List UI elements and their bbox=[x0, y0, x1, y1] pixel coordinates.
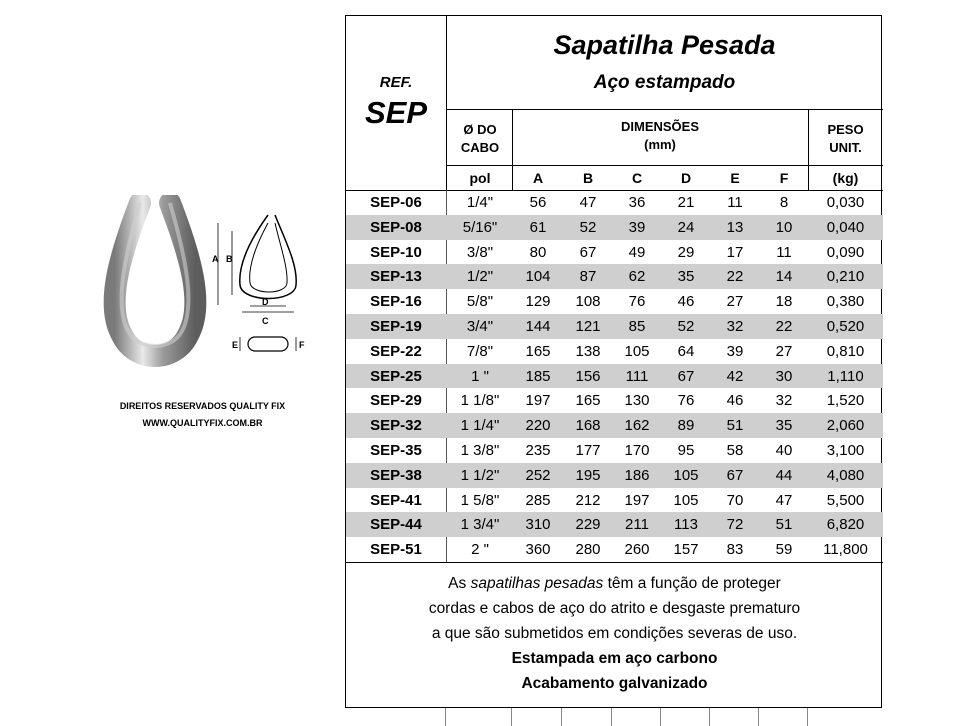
cell-b: 195 bbox=[575, 466, 601, 484]
cell-a: 104 bbox=[525, 268, 551, 286]
unit-b: B bbox=[582, 170, 594, 186]
cell-b: 47 bbox=[579, 194, 597, 211]
desc-line-2: cordas e cabos de aço do atrito e desgaste prematuro bbox=[428, 600, 801, 617]
header-dimensions bbox=[512, 118, 808, 154]
website-text: WWW.QUALITYFIX.COM.BR bbox=[142, 418, 263, 428]
header-dim-line1: DIMENSÕES bbox=[620, 119, 699, 134]
table-row bbox=[346, 314, 883, 339]
cell-f: 14 bbox=[775, 268, 793, 286]
table-row bbox=[346, 488, 883, 513]
table-row bbox=[346, 537, 883, 562]
cell-e: 39 bbox=[726, 342, 744, 360]
cell-kg: 5,500 bbox=[826, 491, 865, 509]
cell-ref: SEP-29 bbox=[370, 392, 422, 410]
cell-ref: SEP-19 bbox=[370, 317, 422, 335]
cell-b: 121 bbox=[575, 317, 601, 335]
desc-line-3: a que são submetidos em condições severas de uso. bbox=[431, 625, 798, 642]
cell-kg: 1,520 bbox=[826, 392, 865, 410]
cell-a: 252 bbox=[525, 466, 551, 484]
cell-c: 39 bbox=[628, 218, 646, 236]
cell-pol: 1/2" bbox=[466, 268, 494, 286]
cell-e: 22 bbox=[726, 268, 744, 286]
cell-pol: 3/8" bbox=[466, 243, 494, 261]
cell-d: 157 bbox=[673, 541, 699, 559]
cell-f: 40 bbox=[775, 441, 793, 459]
cell-kg: 11,800 bbox=[823, 541, 868, 559]
cell-d: 95 bbox=[677, 441, 695, 459]
table-row bbox=[346, 438, 883, 463]
cell-d: 67 bbox=[677, 367, 695, 385]
cell-pol: 5/8" bbox=[466, 293, 494, 311]
cell-b: 229 bbox=[575, 516, 601, 534]
table-row bbox=[346, 364, 883, 389]
cell-ref: SEP-10 bbox=[370, 243, 422, 261]
cell-kg: 0,520 bbox=[826, 317, 865, 335]
cell-c: 105 bbox=[624, 342, 650, 360]
cell-e: 51 bbox=[726, 417, 744, 435]
cell-ref: SEP-35 bbox=[370, 441, 422, 459]
diagram-label-a: A bbox=[212, 254, 219, 264]
header-peso-line2: UNIT. bbox=[829, 140, 862, 155]
cell-ref: SEP-06 bbox=[370, 194, 422, 211]
table-row bbox=[346, 289, 883, 314]
cell-b: 165 bbox=[575, 392, 601, 410]
cell-c: 197 bbox=[624, 491, 650, 509]
cell-d: 29 bbox=[677, 243, 695, 261]
material-line: Estampada em aço carbono bbox=[511, 650, 718, 667]
cell-b: 52 bbox=[579, 218, 597, 236]
cell-f: 30 bbox=[775, 367, 793, 385]
table-row bbox=[346, 512, 883, 537]
table-row bbox=[346, 388, 883, 413]
ref-code: SEP bbox=[364, 95, 428, 130]
desc-line-1-em: sapatilhas pesadas bbox=[470, 575, 604, 592]
units-row bbox=[346, 166, 883, 190]
cell-c: 260 bbox=[624, 541, 650, 559]
cell-a: 165 bbox=[525, 342, 551, 360]
cell-a: 61 bbox=[529, 218, 547, 236]
cell-a: 80 bbox=[529, 243, 547, 261]
unit-e: E bbox=[730, 170, 740, 186]
unit-c: C bbox=[631, 170, 643, 186]
cell-d: 24 bbox=[677, 218, 695, 236]
header-dim-line2: (mm) bbox=[644, 137, 676, 152]
cell-d: 105 bbox=[673, 466, 699, 484]
cell-ref: SEP-38 bbox=[370, 466, 422, 484]
cell-e: 72 bbox=[726, 516, 744, 534]
cell-pol: 1 1/2" bbox=[460, 466, 500, 484]
ref-label: REF. bbox=[379, 74, 413, 91]
cell-pol: 1 " bbox=[471, 367, 489, 385]
cell-e: 27 bbox=[726, 293, 744, 311]
cell-e: 67 bbox=[726, 466, 744, 484]
cell-f: 18 bbox=[775, 293, 793, 311]
cell-c: 211 bbox=[625, 516, 649, 534]
table-row bbox=[346, 413, 883, 438]
cell-pol: 7/8" bbox=[466, 342, 494, 360]
cell-kg: 0,210 bbox=[826, 268, 865, 286]
cell-ref: SEP-25 bbox=[370, 367, 422, 385]
cell-ref: SEP-32 bbox=[370, 417, 422, 435]
cell-f: 35 bbox=[775, 417, 793, 435]
cell-b: 212 bbox=[575, 491, 601, 509]
cell-kg: 0,030 bbox=[826, 194, 865, 211]
cell-c: 36 bbox=[628, 194, 646, 211]
cell-kg: 0,380 bbox=[826, 293, 865, 311]
cell-c: 49 bbox=[628, 243, 646, 261]
table-row bbox=[346, 339, 883, 364]
cell-kg: 3,100 bbox=[826, 441, 865, 459]
cell-f: 8 bbox=[779, 194, 789, 211]
cell-d: 89 bbox=[677, 417, 695, 435]
cell-a: 56 bbox=[529, 194, 547, 211]
cell-e: 83 bbox=[726, 541, 744, 559]
cell-pol: 1 5/8" bbox=[460, 491, 500, 509]
table-row bbox=[346, 264, 883, 289]
page-title: Sapatilha Pesada bbox=[553, 30, 776, 60]
header-cable-line2: CABO bbox=[460, 140, 500, 155]
cell-e: 32 bbox=[726, 317, 744, 335]
desc-line-1-pre: As bbox=[448, 575, 471, 592]
diagram-label-e: E bbox=[232, 340, 239, 350]
cell-kg: 4,080 bbox=[826, 466, 865, 484]
table-row bbox=[346, 190, 883, 215]
header-unit-weight bbox=[808, 121, 883, 157]
cell-e: 13 bbox=[726, 218, 744, 236]
cell-kg: 0,090 bbox=[826, 243, 865, 261]
cell-pol: 1 1/8" bbox=[460, 392, 500, 410]
cell-b: 280 bbox=[575, 541, 601, 559]
desc-line-1-post: têm a função de proteger bbox=[603, 575, 781, 592]
cell-d: 76 bbox=[677, 392, 695, 410]
cell-pol: 1 3/8" bbox=[460, 441, 500, 459]
diagram-label-f: F bbox=[299, 340, 305, 350]
table-row bbox=[346, 463, 883, 488]
header-cable-diameter bbox=[448, 121, 512, 157]
cell-d: 64 bbox=[677, 342, 695, 360]
cell-e: 70 bbox=[726, 491, 744, 509]
cell-kg: 0,810 bbox=[826, 342, 865, 360]
table-row bbox=[346, 240, 883, 265]
cell-d: 52 bbox=[677, 317, 695, 335]
cell-c: 85 bbox=[628, 317, 646, 335]
cell-ref: SEP-44 bbox=[370, 516, 422, 534]
cell-e: 17 bbox=[726, 243, 744, 261]
cell-f: 10 bbox=[775, 218, 793, 236]
cell-d: 35 bbox=[677, 268, 695, 286]
cell-kg: 2,060 bbox=[826, 417, 865, 435]
credits bbox=[100, 398, 305, 432]
cell-c: 76 bbox=[628, 293, 646, 311]
cell-pol: 1 3/4" bbox=[460, 516, 500, 534]
cell-f: 11 bbox=[776, 243, 792, 261]
cell-b: 156 bbox=[575, 367, 601, 385]
cell-c: 162 bbox=[624, 417, 650, 435]
cell-e: 46 bbox=[726, 392, 744, 410]
unit-pol: pol bbox=[469, 170, 491, 186]
cell-a: 310 bbox=[525, 516, 551, 534]
spec-table-body bbox=[346, 190, 883, 562]
cell-pol: 2 " bbox=[471, 541, 489, 559]
cell-b: 177 bbox=[575, 441, 601, 459]
desc-line-1 bbox=[346, 571, 883, 596]
cell-b: 138 bbox=[575, 342, 601, 360]
spec-sheet bbox=[345, 15, 882, 708]
cell-b: 108 bbox=[575, 293, 601, 311]
cell-a: 285 bbox=[525, 491, 551, 509]
cell-f: 32 bbox=[775, 392, 793, 410]
cell-e: 42 bbox=[726, 367, 744, 385]
cell-f: 27 bbox=[775, 342, 793, 360]
description bbox=[346, 571, 883, 696]
thimble-illustration bbox=[100, 195, 305, 380]
page-subtitle: Aço estampado bbox=[593, 72, 736, 93]
cell-a: 220 bbox=[525, 417, 551, 435]
diagram-label-b: B bbox=[226, 254, 233, 264]
cell-ref: SEP-22 bbox=[370, 342, 422, 360]
header-cable-line1: Ø DO bbox=[463, 122, 497, 137]
copyright-text: DIREITOS RESERVADOS QUALITY FIX bbox=[119, 401, 286, 411]
cell-kg: 0,040 bbox=[826, 218, 865, 236]
cell-a: 235 bbox=[525, 441, 551, 459]
cell-f: 47 bbox=[775, 491, 793, 509]
cell-c: 170 bbox=[624, 441, 650, 459]
cell-c: 186 bbox=[624, 466, 650, 484]
cell-d: 21 bbox=[677, 194, 695, 211]
cell-e: 11 bbox=[727, 194, 743, 211]
cell-kg: 6,820 bbox=[826, 516, 865, 534]
cell-b: 168 bbox=[575, 417, 601, 435]
cell-f: 51 bbox=[775, 516, 793, 534]
table-row bbox=[346, 215, 883, 240]
unit-f: F bbox=[779, 170, 789, 186]
cell-ref: SEP-51 bbox=[370, 541, 422, 559]
diagram-label-c: C bbox=[262, 316, 269, 326]
finish-line: Acabamento galvanizado bbox=[521, 675, 708, 692]
unit-a: A bbox=[532, 170, 544, 186]
cell-e: 58 bbox=[726, 441, 744, 459]
unit-kg: (kg) bbox=[832, 170, 859, 186]
cell-ref: SEP-16 bbox=[370, 293, 422, 311]
cell-pol: 3/4" bbox=[466, 317, 494, 335]
cell-d: 105 bbox=[673, 491, 699, 509]
cell-a: 360 bbox=[525, 541, 551, 559]
header-peso-line1: PESO bbox=[827, 122, 864, 137]
cell-b: 67 bbox=[579, 243, 597, 261]
cell-ref: SEP-41 bbox=[370, 491, 422, 509]
unit-d: D bbox=[680, 170, 692, 186]
cell-pol: 1 1/4" bbox=[460, 417, 500, 435]
cell-f: 44 bbox=[775, 466, 793, 484]
cell-a: 197 bbox=[525, 392, 551, 410]
cell-ref: SEP-13 bbox=[370, 268, 422, 286]
cell-f: 59 bbox=[775, 541, 793, 559]
cell-f: 22 bbox=[775, 317, 793, 335]
cell-pol: 5/16" bbox=[462, 218, 498, 236]
bottom-ticks bbox=[345, 708, 882, 726]
cell-b: 87 bbox=[579, 268, 597, 286]
cell-d: 113 bbox=[674, 516, 698, 534]
cell-kg: 1,110 bbox=[827, 367, 864, 385]
cell-d: 46 bbox=[677, 293, 695, 311]
cell-ref: SEP-08 bbox=[370, 218, 422, 236]
cell-a: 144 bbox=[525, 317, 551, 335]
cell-c: 130 bbox=[624, 392, 650, 410]
cell-c: 62 bbox=[628, 268, 646, 286]
cell-pol: 1/4" bbox=[466, 194, 494, 211]
cell-c: 111 bbox=[625, 367, 649, 385]
diagram-label-d: D bbox=[262, 297, 269, 307]
cell-a: 129 bbox=[525, 293, 551, 311]
cell-a: 185 bbox=[525, 367, 551, 385]
